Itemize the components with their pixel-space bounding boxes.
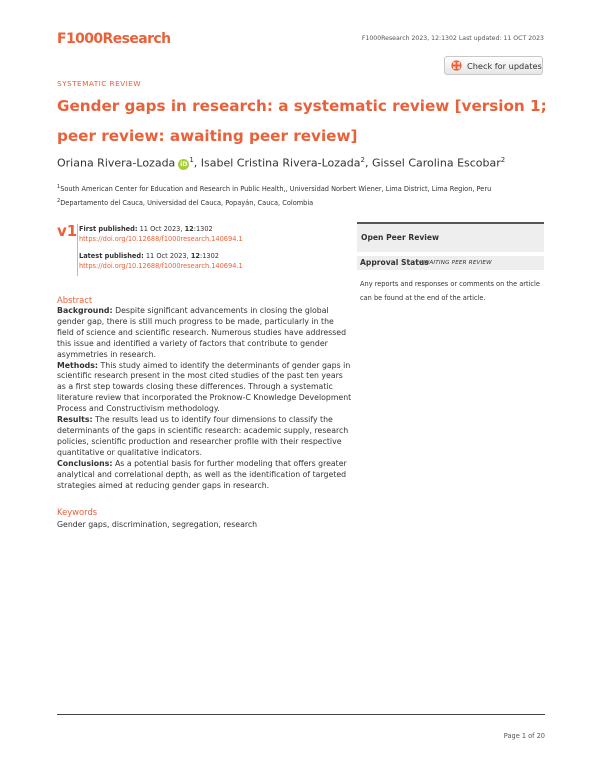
approval-status-value: AWAITING PEER REVIEW	[420, 260, 492, 266]
header-citation-meta: F1000Research 2023, 12:1302 Last updated: 11 OCT 2023	[361, 35, 544, 42]
affiliation-item	[57, 181, 557, 195]
keywords-heading: Keywords	[57, 507, 98, 517]
author-affiliation-ref: 2	[500, 156, 506, 164]
abstract-body	[57, 306, 353, 491]
abstract-section-text: The results lead us to identify four dimensions to classify the determinants of the gaps in scientific research: academic supply, research policies, scientific production and researcher profile with their respective quantitative or qualitative indicators.	[57, 415, 349, 457]
affiliation-text: Departamento del Cauca, Universidad del Cauca, Popayán, Cauca, Colombia	[60, 199, 314, 208]
author-separator: ,	[364, 156, 372, 170]
author-name[interactable]: Isabel Cristina Rivera-Lozada	[200, 156, 361, 170]
version-divider	[77, 224, 78, 276]
latest-published-page: :1302	[200, 252, 220, 260]
first-published-volume: 12	[184, 225, 194, 233]
approval-status-label: Approval Status	[360, 258, 429, 267]
orcid-icon[interactable]: iD	[180, 160, 188, 168]
abstract-heading: Abstract	[57, 295, 93, 305]
affiliation-item	[57, 195, 557, 209]
affiliation-number: 1	[57, 184, 61, 190]
affiliation-number: 2	[57, 198, 61, 205]
abstract-section-label: Background:	[57, 306, 113, 315]
keywords-list: Gender gaps, discrimination, segregation, research	[57, 520, 258, 529]
version-badge: v1	[57, 222, 78, 240]
peer-review-header	[357, 224, 544, 252]
check-for-updates-button[interactable]	[444, 56, 543, 75]
author-affiliation-ref: 1	[189, 156, 194, 164]
abstract-section-text: This study aimed to identify the determinants of gender gaps in scientific research present in the most cited studies of the past ten years as a first step towards closing these differences. Through a systematic literature review that incorporated the Proknow-C Knowledge Development Process and Constructivism methodology.	[57, 360, 352, 414]
affiliation-text: South American Center for Education and Research in Public Health,, Universidad Norbert Wiener, Lima District, Lima Region, Peru	[60, 185, 492, 194]
first-published-date: 11 Oct 2023,	[137, 225, 185, 233]
article-type-label: SYSTEMATIC REVIEW	[57, 79, 141, 88]
author-name[interactable]: Gissel Carolina Escobar	[371, 156, 501, 170]
approval-status-bar	[357, 256, 544, 270]
abstract-section-label: Conclusions:	[57, 458, 113, 468]
affiliation-list	[57, 181, 557, 209]
first-published-label: First published:	[79, 225, 138, 233]
latest-published-label: Latest published:	[79, 252, 144, 260]
open-peer-review-panel	[357, 222, 544, 314]
crossmark-icon	[451, 60, 462, 71]
abstract-section-label: Methods:	[57, 360, 99, 370]
peer-review-note: Any reports and responses or comments on the article can be found at the end of the article.	[360, 280, 540, 302]
latest-published-doi-link[interactable]: https://doi.org/10.12688/f1000research.140694.1	[79, 262, 243, 270]
abstract-methods	[57, 361, 353, 416]
abstract-conclusions	[57, 459, 353, 492]
abstract-results	[57, 415, 353, 459]
first-published	[79, 225, 213, 234]
check-for-updates-label: Check for updates	[467, 60, 542, 71]
author-list	[57, 156, 557, 170]
version-history	[57, 222, 349, 280]
peer-review-title: Open Peer Review	[361, 233, 440, 242]
article-title: Gender gaps in research: a systematic review [version 1; peer review: awaiting peer review]	[57, 97, 547, 145]
page-number: Page 1 of 20	[503, 732, 545, 740]
author-separator: ,	[193, 156, 201, 170]
first-published-doi-link[interactable]: https://doi.org/10.12688/f1000research.140694.1	[79, 235, 243, 243]
latest-published-date: 11 Oct 2023,	[143, 252, 191, 260]
f1000research-logo[interactable]: F1000Research	[57, 31, 171, 47]
abstract-section-text: As a potential basis for further modeling that offers greater analytical and correlational depth, as well as the identification of targeted strategies aimed at reducing gender gaps in research.	[57, 458, 347, 490]
first-published-doi-row	[79, 235, 243, 244]
abstract-section-text: Despite significant advancements in closing the global gender gap, there is still much progress to be made, particularly in the field of science and scientific research. Numerous studies have addressed this issue and identified a variety of factors that contribute to gender asymmetries in research.	[57, 306, 347, 359]
author-name[interactable]: Oriana Rivera-Lozada	[57, 156, 176, 170]
author-affiliation-ref: 2	[360, 156, 365, 164]
first-published-page: :1302	[193, 225, 213, 233]
footer-divider	[57, 714, 545, 715]
latest-published-doi-row	[79, 262, 243, 271]
abstract-section-label: Results:	[57, 415, 93, 425]
latest-published-volume: 12	[190, 252, 200, 260]
abstract-background	[57, 306, 353, 361]
latest-published	[79, 252, 219, 261]
